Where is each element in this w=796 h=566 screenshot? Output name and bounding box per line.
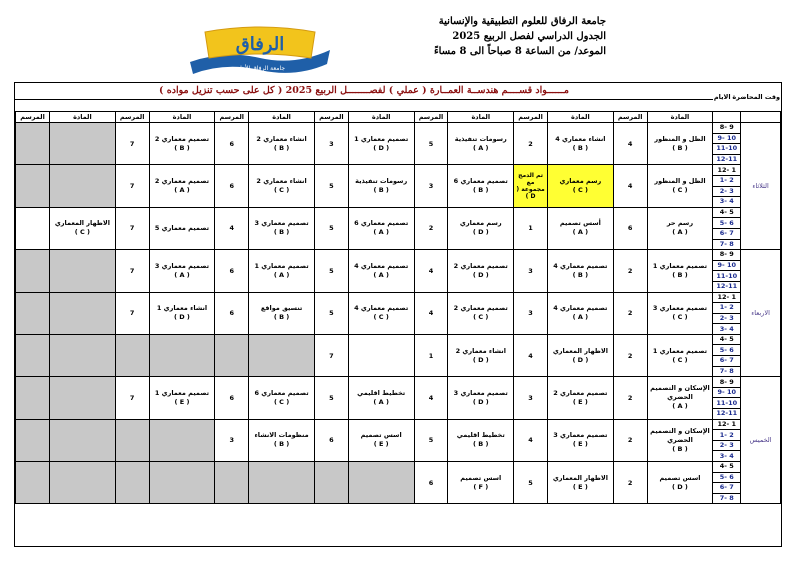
subject-group: ( A ) [373,228,389,237]
header-line-3: الموعد/ من الساعة 8 صباحاً الى 8 مساءً [433,46,606,57]
subject-name: تصميم معماري 2 [154,134,210,143]
empty-cell [50,419,116,461]
table-row [16,377,781,388]
subject-cell [348,123,414,165]
subject-name: تصميم معماري 6 [254,388,309,397]
subject-cell [647,165,713,207]
subject-name: تصميم معماري 1 [652,261,708,270]
subject-cell [647,207,713,249]
empty-cell [115,462,149,504]
subject-group: ( D ) [174,313,190,322]
subject-cell [249,250,315,292]
room-cell: 7 [115,165,149,207]
subject-cell [348,377,414,419]
room-column-header: المرسم [613,112,647,123]
time-slot: 8 -7 [713,493,741,504]
room-cell: 5 [314,292,348,334]
empty-cell [50,334,116,376]
day-label: الخميس [741,377,781,504]
room-cell: 3 [414,165,448,207]
room-cell: 2 [613,334,647,376]
subject-group: ( B ) [672,444,688,453]
subject-cell [647,462,713,504]
subject-cell [548,123,614,165]
subject-cell [149,207,215,249]
subject-name: تخطيط اقليمي [456,431,505,440]
schedule-table [15,111,781,504]
empty-cell [149,334,215,376]
empty-cell [50,377,116,419]
room-cell: 5 [314,207,348,249]
subject-group: ( B ) [672,143,688,152]
subject-cell [548,377,614,419]
subject-name: الاظهار المعماري [54,219,110,228]
room-cell: 2 [613,292,647,334]
subject-cell [348,419,414,461]
subject-cell [348,207,414,249]
subject-name: تصميم معماري 4 [553,304,608,313]
empty-cell [16,419,50,461]
subject-group: ( B ) [473,186,489,195]
subject-cell [249,377,315,419]
room-cell: 7 [115,250,149,292]
subject-group: ( E ) [174,397,190,406]
empty-cell [16,377,50,419]
subject-cell [149,377,215,419]
room-cell: 3 [215,419,249,461]
subject-name: تصميم معماري 1 [154,388,210,397]
room-cell: 7 [115,123,149,165]
subject-name: تصميم معماري 3 [453,388,508,397]
empty-cell [16,462,50,504]
table-row [16,462,781,473]
subject-group: ( A ) [572,313,589,322]
empty-cell [50,250,116,292]
subject-name: تصميم معماري 1 [652,346,708,355]
university-header [434,14,606,59]
room-cell: 5 [414,123,448,165]
time-slot: 5 -4 [713,334,741,345]
corner-cell [741,112,781,123]
subject-group: ( D ) [572,355,589,364]
time-slot: 7 -6 [713,483,741,494]
room-cell: 6 [215,377,249,419]
room-cell: 2 [514,123,548,165]
time-slot: 7 -6 [713,356,741,367]
empty-cell [215,462,249,504]
subject-name: تصميم معماري 5 [154,223,210,232]
subject-group: ( A ) [572,228,589,237]
subject-name: الإسكان و التصميم الحضري [650,384,710,402]
subject-group: ( C ) [672,313,688,322]
subject-cell [348,250,414,292]
time-slot: 9 -8 [713,377,741,388]
subject-name: تصميم معماري 4 [553,261,608,270]
empty-cell [16,250,50,292]
subject-name: الظل و المنظور [654,177,706,186]
room-cell: 5 [314,377,348,419]
time-slot: 4 -3 [713,324,741,335]
logo-subtitle: جامعة الرفاق الأهلية [234,65,286,72]
subject-name: انشاء معماري 2 [455,346,506,355]
subject-name: تصميم معماري 6 [354,219,409,228]
room-cell: 4 [414,292,448,334]
time-slot: 7 -6 [713,228,741,239]
room-cell: 7 [115,207,149,249]
table-row [16,123,781,134]
empty-cell [215,334,249,376]
empty-cell [16,334,50,376]
room-cell: 2 [613,250,647,292]
subject-cell [647,419,713,461]
room-cell: 7 [115,377,149,419]
empty-cell [16,165,50,207]
subject-group: ( D ) [672,482,688,491]
subject-column-header: المادة [647,112,713,123]
room-cell: 4 [414,377,448,419]
subject-group: ( A ) [672,228,688,237]
room-column-header: المرسم [514,112,548,123]
room-cell: 6 [314,419,348,461]
subject-name: انشاء معماري 1 [156,304,208,313]
subject-group: ( C ) [373,313,389,322]
subject-column-header: المادة [448,112,514,123]
subject-cell [448,292,514,334]
subject-name: انشاء معماري 2 [256,177,307,186]
subject-cell [647,334,713,376]
subject-cell [448,334,514,376]
subject-group: ( B ) [273,228,290,237]
room-cell: 6 [613,207,647,249]
room-cell: 6 [215,165,249,207]
time-slot: 11-10 [713,271,741,282]
table-row [16,292,781,303]
subject-cell [249,207,315,249]
subject-cell [548,334,614,376]
subject-cell [448,250,514,292]
day-label: الثلاثاء [741,123,781,250]
room-cell: 1 [414,334,448,376]
time-slot: 2 -1 [713,175,741,186]
subject-group: ( C ) [473,313,489,322]
subject-cell [548,419,614,461]
subject-name: تصميم معماري 2 [553,388,608,397]
subject-cell [548,250,614,292]
room-cell: 4 [414,250,448,292]
subject-cell [548,292,614,334]
room-column-header: المرسم [314,112,348,123]
time-slot: 1 -12 [713,165,741,176]
subject-group: ( E ) [572,397,588,406]
time-slot: 4 -3 [713,197,741,208]
empty-cell [149,419,215,461]
time-slot: 6 -5 [713,345,741,356]
subject-name: الإسكان و التصميم الحضري [650,426,710,444]
subject-name: تصميم معماري 3 [553,431,608,440]
subject-group: ( C ) [572,186,588,195]
subject-group: ( B ) [373,186,389,195]
subject-cell [50,207,116,249]
room-cell: 5 [414,419,448,461]
subject-cell [448,123,514,165]
subject-name: أسس تصميم [559,219,601,228]
time-slot: 11-10 [713,398,741,409]
subject-name: اسس تصميم [460,473,502,482]
subject-name: اسس تصميم [360,431,402,440]
time-slot: 3 -2 [713,186,741,197]
time-slot: 1 -12 [713,292,741,303]
subject-cell [249,292,315,334]
table-row [16,419,781,430]
logo-text: الرفاق [235,34,285,55]
subject-cell [249,123,315,165]
subject-column-header: المادة [249,112,315,123]
subject-name: الاظهار المعماري [552,346,608,355]
empty-cell [50,165,116,207]
subject-name: تصميم معماري 4 [354,304,409,313]
subject-group: ( D ) [472,270,489,279]
time-slot: 11-10 [713,144,741,155]
subject-name: رسم حر [666,219,694,228]
subject-name: الظل و المنظور [654,134,706,143]
room-column-header: المرسم [115,112,149,123]
subject-group: ( D ) [472,228,489,237]
subject-group: ( A ) [373,270,389,279]
time-slot: 10 -9 [713,260,741,271]
subject-group: ( C ) [672,355,688,364]
days-label: الايام [713,93,731,101]
subject-cell [448,462,514,504]
empty-cell [314,462,348,504]
empty-cell [348,462,414,504]
subject-group: ( C ) [273,186,290,195]
subject-group: ( B ) [572,270,589,279]
subject-column-header: المادة [149,112,215,123]
subject-name: تصميم معماري 2 [453,304,508,313]
subject-name: انشاء معماري 4 [555,134,606,143]
room-cell: 1 [514,207,548,249]
room-cell: 6 [215,123,249,165]
time-slot: 9 -8 [713,123,741,134]
times-label: وقت المحاضرة [732,93,781,101]
subject-group: ( A ) [174,186,190,195]
subject-group: ( B ) [273,143,290,152]
room-cell: 2 [613,419,647,461]
subject-name: اسس تصميم [659,473,701,482]
subject-name: منظومات الانشاء [254,431,309,440]
table-row [16,334,781,345]
subject-column-header: المادة [548,112,614,123]
subject-name: تصميم معماري 3 [652,304,708,313]
subject-name: الاظهار المعماري [552,473,608,482]
subject-group: ( A ) [672,402,688,411]
room-cell: 3 [514,292,548,334]
subject-cell [348,334,414,376]
subject-cell [448,377,514,419]
subject-cell [348,165,414,207]
subject-cell [249,419,315,461]
subject-cell [548,207,614,249]
room-cell: 4 [514,419,548,461]
room-cell: 2 [414,207,448,249]
subject-group: ( B ) [273,440,290,449]
room-cell: 5 [514,462,548,504]
schedule-banner: مــــــواد قســــم هندســة العمــارة ( عملي ) لفصــــــــل الربيع 2025 ( كل على حسب تنزيل مواده ) [15,83,713,100]
time-slot: 9 -8 [713,250,741,261]
subject-group: ( D ) [373,143,390,152]
subject-group: ( D ) [472,397,489,406]
subject-cell [149,165,215,207]
subject-group: ( C ) [74,228,91,237]
subject-name: تصميم معماري 3 [254,219,309,228]
day-label: الاربعاء [741,250,781,377]
subject-cell [448,165,514,207]
room-cell: 4 [613,165,647,207]
subject-cell [149,292,215,334]
room-cell: 3 [314,123,348,165]
time-slot: 4 -3 [713,451,741,462]
time-slot: 8 -7 [713,366,741,377]
subject-group: ( E ) [572,440,588,449]
empty-cell [249,462,315,504]
time-slot: 1 -12 [713,419,741,430]
subject-cell [149,123,215,165]
time-slot: 10 -9 [713,387,741,398]
university-logo [185,20,335,75]
subject-cell [249,165,315,207]
subject-group: ( A ) [174,270,190,279]
subject-cell [647,377,713,419]
subject-cell [149,250,215,292]
room-cell: 5 [314,250,348,292]
subject-column-header: المادة [50,112,116,123]
subject-group: ( C ) [273,397,290,406]
room-cell: 4 [215,207,249,249]
room-cell: 3 [514,377,548,419]
subject-name: انشاء معماري 2 [256,134,307,143]
subject-cell [448,419,514,461]
subject-name: تصميم معماري 3 [154,261,210,270]
subject-group: ( B ) [273,313,290,322]
time-slot: 10 -9 [713,133,741,144]
subject-group: ( C ) [672,186,688,195]
time-slot: 12-11 [713,281,741,292]
subject-name: رسومات تنفيذية [355,177,408,186]
subject-group: ( B ) [672,270,688,279]
room-cell: 5 [314,165,348,207]
subject-group: ( F ) [473,482,489,491]
subject-group: ( E ) [572,482,588,491]
room-cell: 3 [514,250,548,292]
subject-name: تنسيق مواقع [260,304,303,313]
subject-name: رسم معماري [459,219,502,228]
subject-column-header: المادة [348,112,414,123]
time-slot: 3 -2 [713,313,741,324]
empty-cell [249,334,315,376]
empty-cell [50,462,116,504]
room-cell: 4 [613,123,647,165]
subject-cell [647,292,713,334]
subject-name: تصميم معماري 1 [254,261,309,270]
empty-cell [50,123,116,165]
time-slot: 8 -7 [713,239,741,250]
time-slot: 2 -1 [713,430,741,441]
empty-cell [50,292,116,334]
empty-cell [16,292,50,334]
subject-name: رسومات تنفيذية [454,134,507,143]
subject-cell [548,165,614,207]
subject-name: تصميم معماري 2 [154,177,210,186]
room-cell: 2 [613,462,647,504]
empty-cell [16,123,50,165]
subject-cell [348,292,414,334]
time-slot: 5 -4 [713,462,741,473]
schedule-sheet [14,82,782,547]
subject-name: تصميم معماري 1 [354,134,409,143]
column-header-row [16,112,781,123]
subject-cell [548,462,614,504]
header-line-2: الجدول الدراسي لفصل الربيع 2025 [452,31,606,42]
subject-group: ( B ) [572,143,589,152]
empty-cell [115,334,149,376]
subject-group: ( A ) [273,270,290,279]
subject-name: تخطيط اقليمي [357,388,406,397]
room-cell: 4 [514,334,548,376]
time-slot: 3 -2 [713,440,741,451]
room-column-header: المرسم [414,112,448,123]
time-slot: 12-11 [713,154,741,165]
subject-group: ( D ) [472,355,489,364]
header-line-1: جامعة الرفاق للعلوم التطبيقية والإنسانية [438,16,606,27]
subject-name: تصميم معماري 6 [453,177,508,186]
subject-group: ( A ) [473,143,489,152]
time-slot: 12-11 [713,409,741,420]
subject-group: ( B ) [473,440,489,449]
room-column-header: المرسم [215,112,249,123]
table-row [16,250,781,261]
subject-name: تصميم معماري 2 [453,261,508,270]
table-row [16,165,781,176]
subject-group: ( B ) [174,143,190,152]
room-cell: 6 [215,250,249,292]
room-cell: 6 [414,462,448,504]
table-row [16,207,781,218]
corner-cell [713,112,741,123]
subject-name: تصميم معماري 4 [354,261,409,270]
empty-cell [149,462,215,504]
room-cell [16,207,50,249]
subject-cell [647,123,713,165]
time-slot: 6 -5 [713,218,741,229]
time-slot: 2 -1 [713,303,741,314]
subject-group: ( A ) [373,397,389,406]
room-column-header: المرسم [16,112,50,123]
subject-group: ( E ) [373,440,389,449]
room-cell: 7 [115,292,149,334]
subject-cell [448,207,514,249]
room-cell: 7 [314,334,348,376]
room-cell: 2 [613,377,647,419]
subject-name: رسم معماري [559,177,602,186]
subject-cell [647,250,713,292]
time-slot: 5 -4 [713,207,741,218]
empty-cell [115,419,149,461]
room-cell: تم الدمج مع مجموعة ( D ) [514,165,548,207]
room-cell: 6 [215,292,249,334]
time-slot: 6 -5 [713,472,741,483]
